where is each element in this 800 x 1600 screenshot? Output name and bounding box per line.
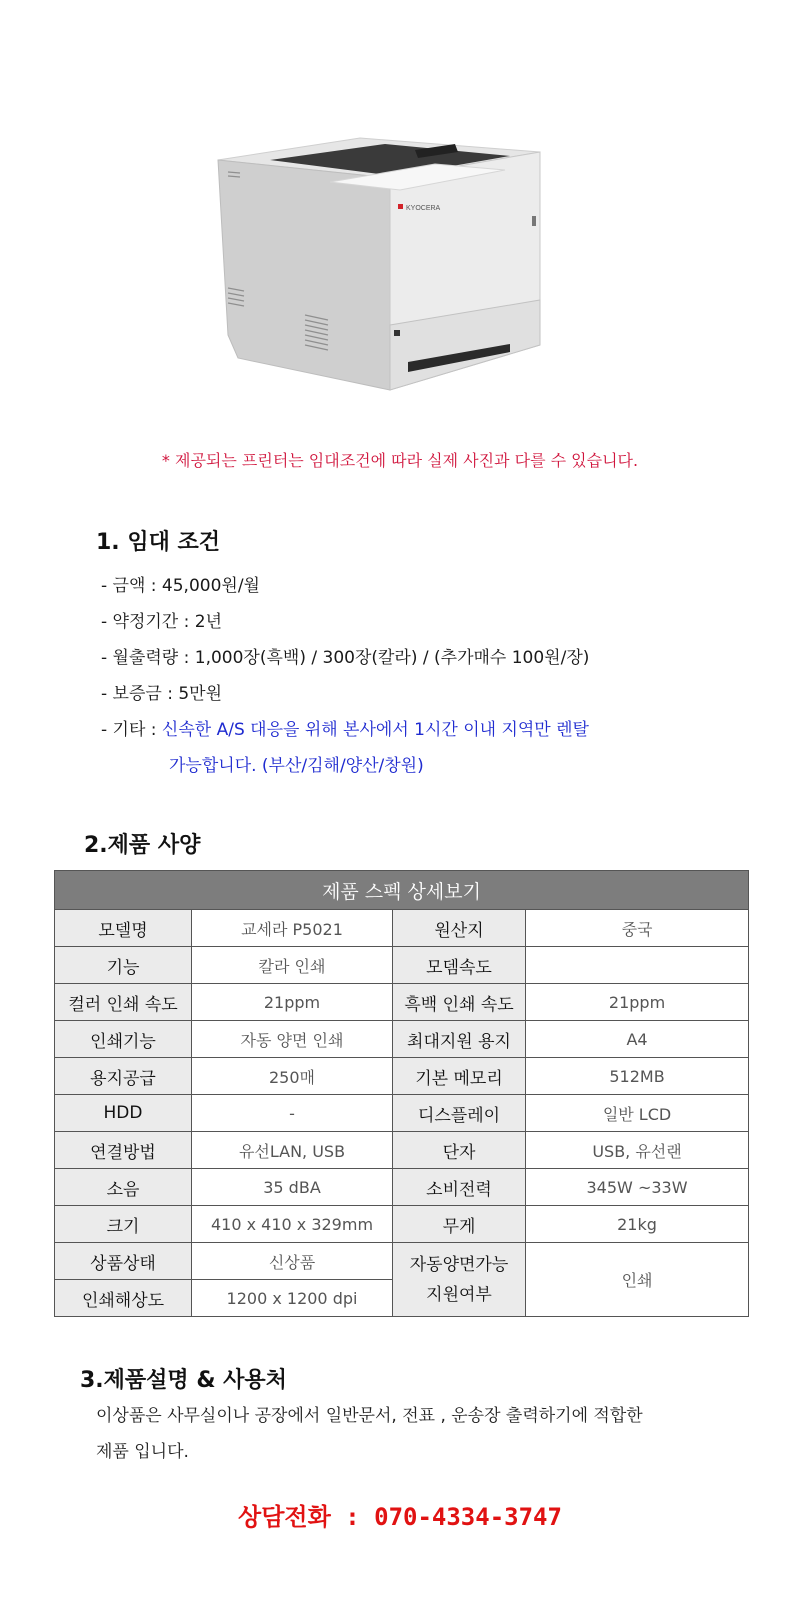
spec-value: 자동 양면 인쇄	[192, 1021, 393, 1058]
spec-label: 소비전력	[393, 1169, 526, 1206]
spec-value: A4	[526, 1021, 749, 1058]
spec-table	[54, 870, 749, 1317]
spec-label: 인쇄기능	[55, 1021, 192, 1058]
spec-label: 단자	[393, 1132, 526, 1169]
rental-terms-list	[101, 568, 589, 784]
term-label: - 월출력량 :	[101, 648, 195, 668]
printer-product-image	[210, 130, 550, 400]
contact-phone: 상담전화 : 070-4334-3747	[238, 1503, 562, 1531]
term-deposit	[101, 676, 589, 712]
table-row	[55, 1243, 749, 1280]
spec-value: USB, 유선랜	[526, 1132, 749, 1169]
term-value: 2년	[194, 612, 223, 632]
table-row	[55, 1206, 749, 1243]
spec-value: 512MB	[526, 1058, 749, 1095]
spec-label-line: 자동양면가능	[409, 1254, 509, 1275]
brand-logo: KYOCERA	[406, 205, 441, 212]
spec-value: 250매	[192, 1058, 393, 1095]
spec-value: 345W ~33W	[526, 1169, 749, 1206]
spec-label-duplex-support	[393, 1243, 526, 1317]
term-value: 45,000원/월	[161, 576, 260, 596]
spec-table-body	[55, 910, 749, 1317]
term-label: - 보증금 :	[101, 684, 179, 704]
spec-label: 모델명	[55, 910, 192, 947]
product-description	[96, 1398, 643, 1470]
term-value: 신속한 A/S 대응을 위해 본사에서 1시간 이내 지역만 렌탈	[161, 720, 589, 740]
spec-label: 크기	[55, 1206, 192, 1243]
spec-label-line: 지원여부	[426, 1284, 492, 1305]
spec-value: 교세라 P5021	[192, 910, 393, 947]
spec-value: 1200 x 1200 dpi	[192, 1280, 393, 1317]
term-price	[101, 568, 589, 604]
spec-label: 원산지	[393, 910, 526, 947]
photo-disclaimer: * 제공되는 프린터는 임대조건에 따라 실제 사진과 다를 수 있습니다.	[161, 451, 639, 470]
term-etc-continuation: 가능합니다. (부산/김해/양산/창원)	[169, 756, 424, 776]
spec-value: 칼라 인쇄	[192, 947, 393, 984]
table-row	[55, 984, 749, 1021]
term-label: - 금액 :	[101, 576, 162, 596]
spec-value: 중국	[526, 910, 749, 947]
spec-value: 21ppm	[526, 984, 749, 1021]
term-label: - 기타 :	[101, 720, 162, 740]
spec-value: -	[192, 1095, 393, 1132]
table-row	[55, 1169, 749, 1206]
term-contract-period	[101, 604, 589, 640]
spec-value: 신상품	[192, 1243, 393, 1280]
spec-label: 인쇄해상도	[55, 1280, 192, 1317]
spec-label: 디스플레이	[393, 1095, 526, 1132]
term-value: 1,000장(흑백) / 300장(칼라) / (추가매수 100원/장)	[194, 648, 590, 668]
spec-label: 최대지원 용지	[393, 1021, 526, 1058]
spec-label: 흑백 인쇄 속도	[393, 984, 526, 1021]
spec-label: 기능	[55, 947, 192, 984]
spec-label: 기본 메모리	[393, 1058, 526, 1095]
spec-value: 유선LAN, USB	[192, 1132, 393, 1169]
spec-label: 상품상태	[55, 1243, 192, 1280]
spec-label: 소음	[55, 1169, 192, 1206]
term-value: 5만원	[178, 684, 223, 704]
spec-value: 35 dBA	[192, 1169, 393, 1206]
spec-value: 인쇄	[526, 1243, 749, 1317]
spec-table-header: 제품 스펙 상세보기	[55, 871, 749, 910]
spec-label: HDD	[55, 1095, 192, 1132]
description-line: 제품 입니다.	[96, 1442, 189, 1462]
term-label: - 약정기간 :	[101, 612, 195, 632]
description-line: 이상품은 사무실이나 공장에서 일반문서, 전표 , 운송장 출력하기에 적합한	[96, 1406, 643, 1426]
product-spec-title: 2.제품 사양	[84, 833, 201, 858]
rental-terms-title: 1. 임대 조건	[96, 530, 220, 555]
table-row	[55, 1058, 749, 1095]
spec-value: 21ppm	[192, 984, 393, 1021]
spec-label: 무게	[393, 1206, 526, 1243]
term-etc	[101, 712, 589, 748]
spec-value: 410 x 410 x 329mm	[192, 1206, 393, 1243]
table-row	[55, 910, 749, 947]
spec-label: 연결방법	[55, 1132, 192, 1169]
spec-label: 컬러 인쇄 속도	[55, 984, 192, 1021]
spec-value: 일반 LCD	[526, 1095, 749, 1132]
spec-value: 21kg	[526, 1206, 749, 1243]
table-row	[55, 1021, 749, 1058]
printer-icon	[210, 130, 550, 400]
spec-label: 용지공급	[55, 1058, 192, 1095]
term-monthly-output	[101, 640, 589, 676]
spec-value	[526, 947, 749, 984]
table-row	[55, 947, 749, 984]
table-row	[55, 1132, 749, 1169]
product-description-title: 3.제품설명 & 사용처	[80, 1368, 287, 1393]
spec-label: 모뎀속도	[393, 947, 526, 984]
table-row	[55, 1095, 749, 1132]
